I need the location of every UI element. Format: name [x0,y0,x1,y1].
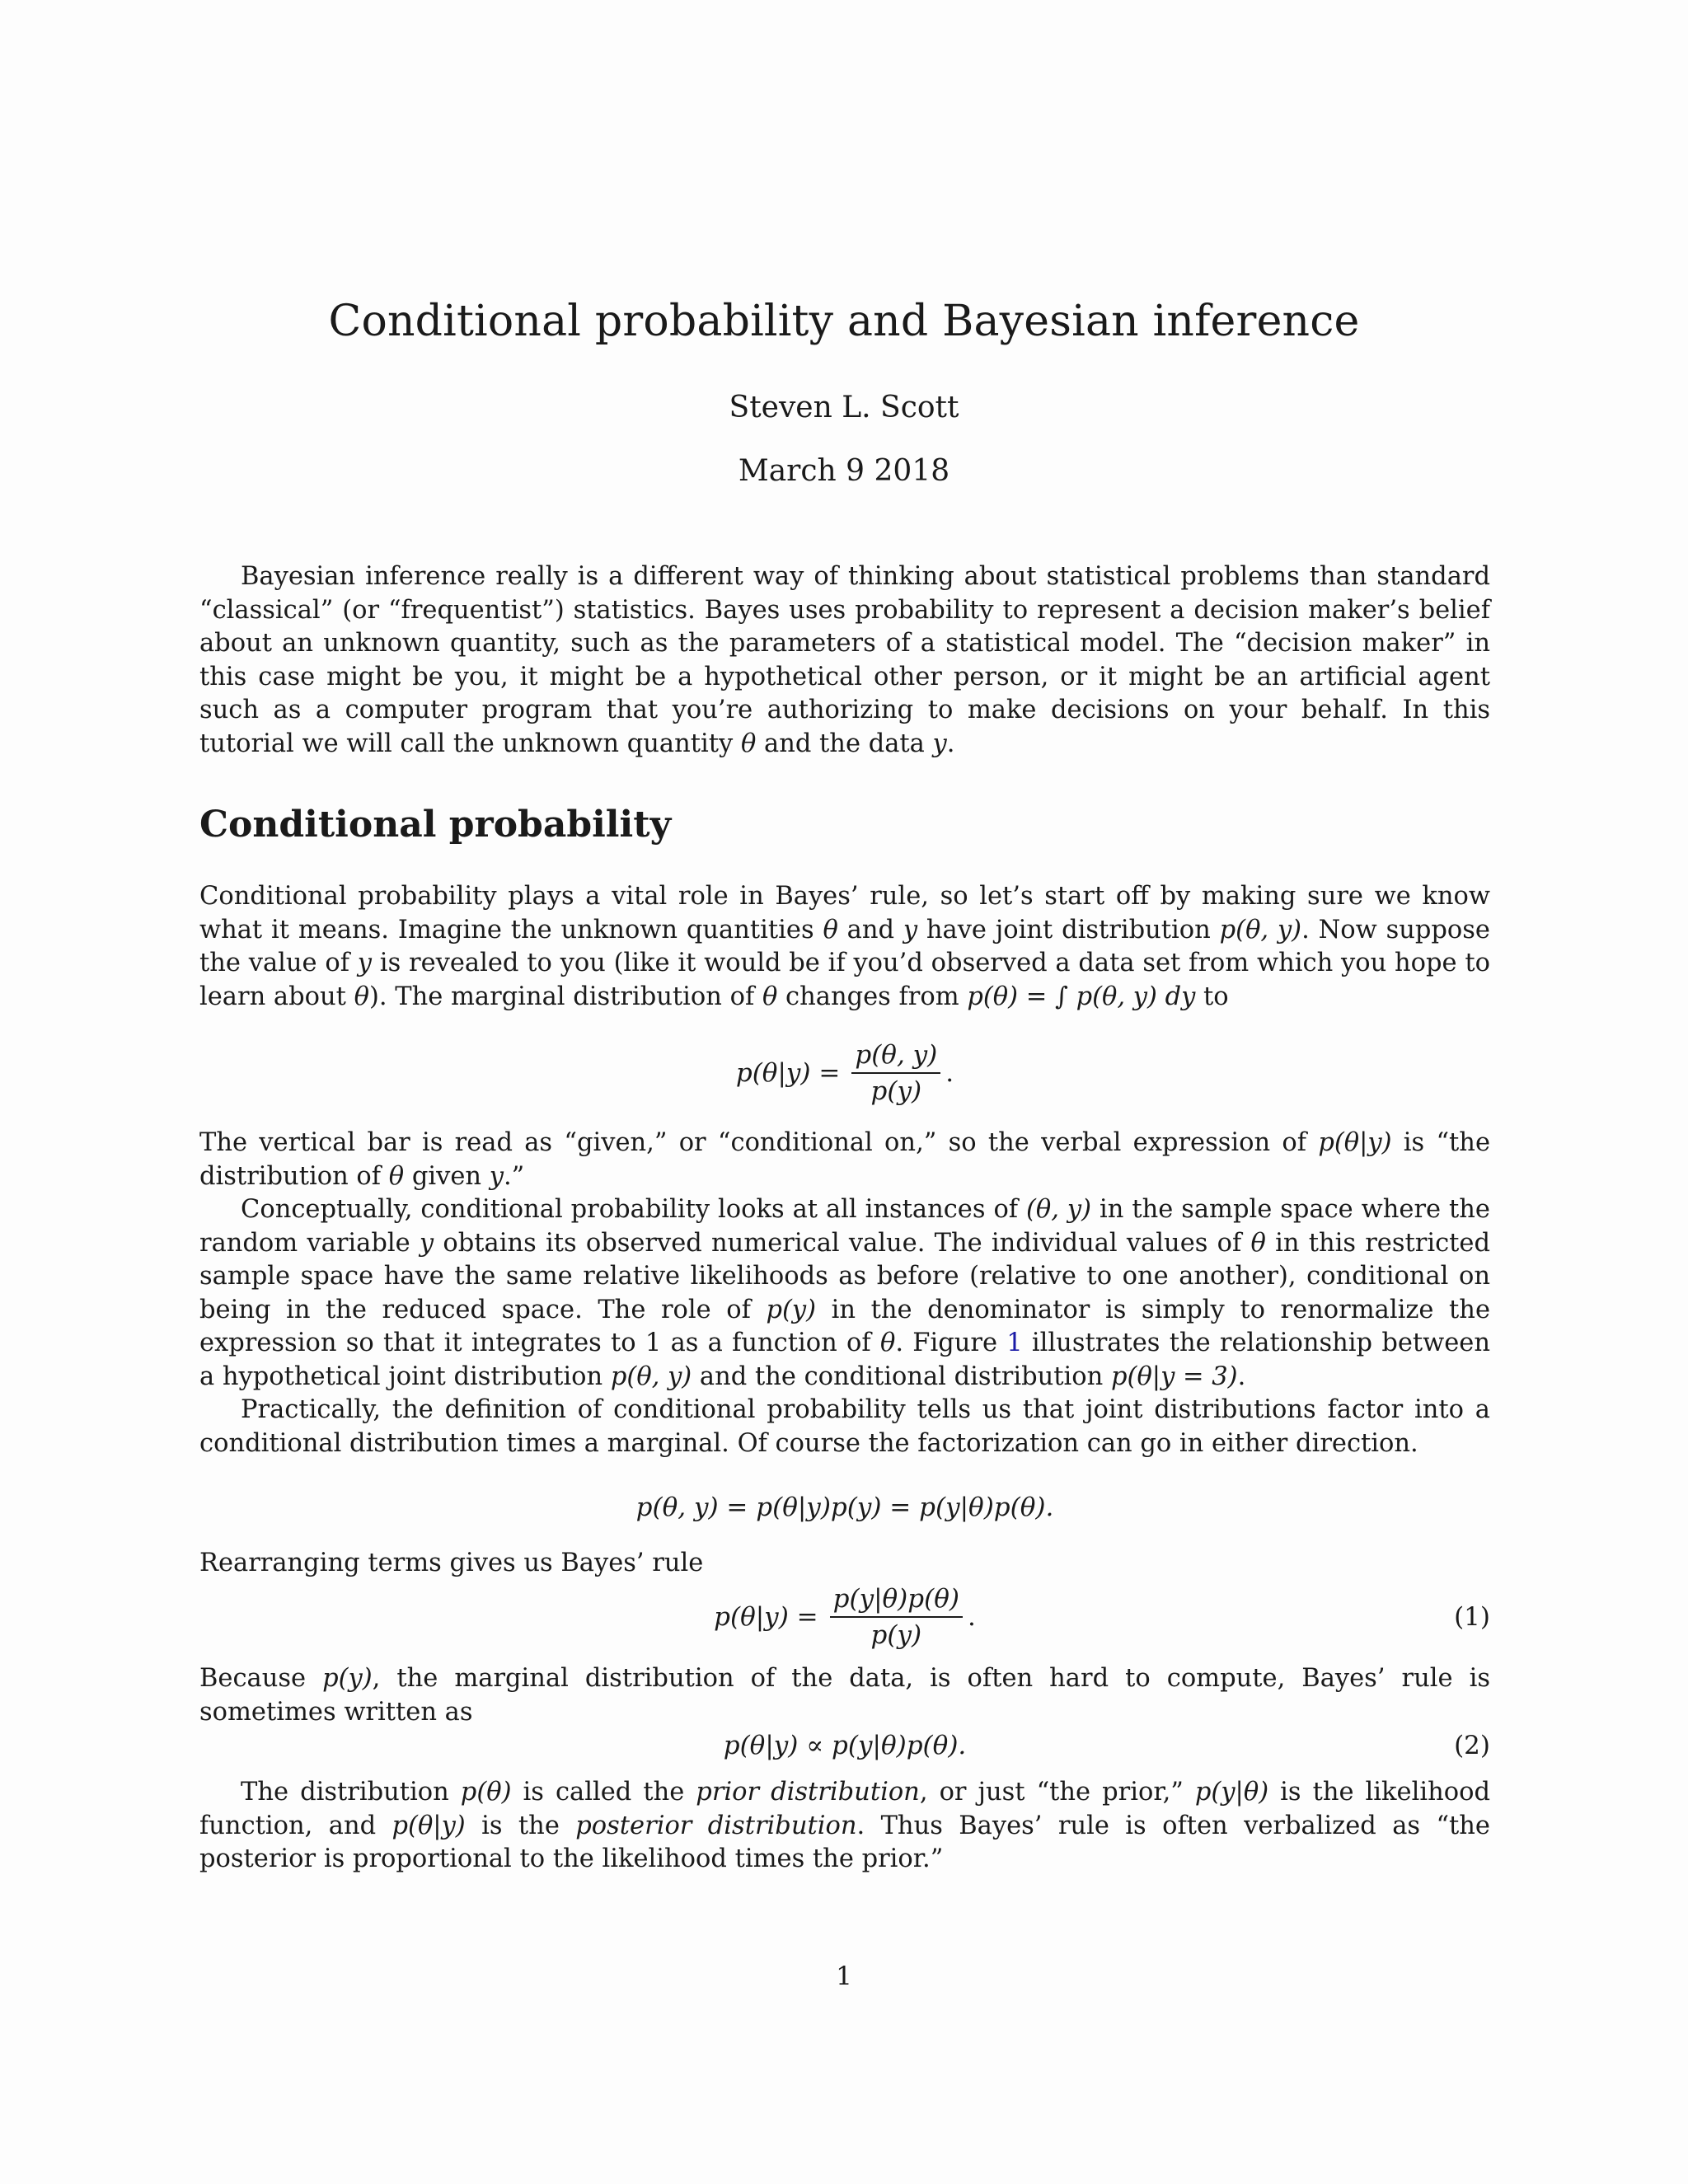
equation-bayes-rule: p(θ|y) = $\frac{p(y|\theta)p(\theta)}{p(y)}$ . (1) [199,1578,1490,1656]
intro-paragraph: Bayesian inference really is a different way of thinking about statistical problems than standard “classical” (or “frequentist”) statistics. Bayes uses probability to represent a decision maker’s belief about an unknown quantity, such as the parameters of a statistical model. The “decision maker” in this case might be you, it might be a hypothetical other person, or it might be an artificial agent such as a computer program that you’re authorizing to make decisions on your behalf. In this tutorial we will call the unknown quantity θ and the data y. [199,562,1490,758]
equation-proportional: p(θ|y) ∝ p(y|θ)p(θ). (2) [199,1728,1490,1763]
fraction: $\frac{p(\theta, y)}{p(y)}$ [851,1041,940,1105]
paragraph-conditional-body: The vertical bar is read as “given,” or “conditional on,” so the verbal expression of p(θ|y) is “the distribution of θ given y.” Conceptually, conditional probability looks at all instances of (θ, y) in the sample space where the random variable y obtains its observed numerical value. The individual values of θ in this restricted sample space have the same relative likelihoods as before (relative to one another), conditional on being in the reduced space. The role of p(y) in the denominator is simply to renormalize the expression so that it integrates to 1 as a function of θ. Figure 1 illustrates the relationship between a hypothetical joint distribution p(θ, y) and the conditional distribution p(θ|y = 3). Practically, the definition of conditional probability tells us that joint distributions factor into a conditional distribution times a marginal. Of course the factorization can go in either direction. [199,1128,1491,1458]
paragraph-prior-posterior: The distribution p(θ) is called the prior distribution, or just “the prior,” p(y|θ) is the likelihood function, and p(θ|y) is the posterior distribution. Thus Bayes’ rule is often verbalized as “the posterior is proportional to the likelihood times the prior.” [199,1778,1490,1873]
paper-title: Conditional probability and Bayesian inference [328,297,1360,346]
paragraph-rearranging: Rearranging terms gives us Bayes’ rule [199,1549,704,1577]
fraction: $\frac{p(y|\theta)p(\theta)}{p(y)}$ [830,1585,963,1649]
publication-date: March 9 2018 [738,454,950,488]
equation-number: (1) [1454,1602,1490,1632]
figure-reference-link[interactable]: 1 [1006,1329,1023,1357]
paragraph-conditional-intro: Conditional probability plays a vital role in Bayes’ rule, so let’s start off by making sure we know what it means. Imagine the unknown quantities θ and y have joint distribution p(θ, y). Now suppose the value of y is revealed to you (like it would be if you’d observed a data set from which you hope to learn about θ). The marginal distribution of θ changes from p(θ) = ∫ p(θ, y) dy to [199,882,1490,1011]
equation-factorization: p(θ, y) = p(θ|y)p(y) = p(y|θ)p(θ). [635,1493,1054,1522]
paragraph-marginal: Because p(y), the marginal distribution of the data, is often hard to compute, Bayes’ rule is sometimes written as [199,1664,1490,1727]
section-heading: Conditional probability [199,804,672,846]
author-name: Steven L. Scott [729,391,959,424]
equation-conditional-definition: p(θ|y) = $\frac{p(\theta, y)}{p(y)}$ . [735,1040,954,1106]
page-number: 1 [836,1961,852,1991]
equation-number: (2) [1454,1731,1490,1760]
